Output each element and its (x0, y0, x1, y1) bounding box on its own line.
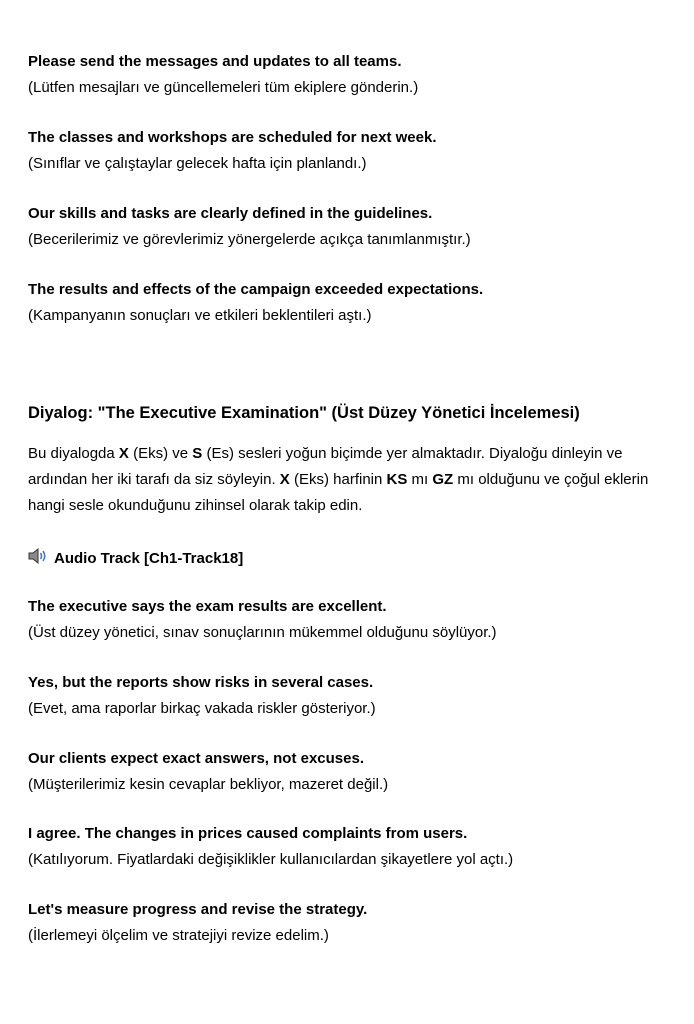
intro-text: (Eks) ve (128, 445, 193, 462)
intro-bold: KS (386, 471, 408, 488)
intro-bold: X (118, 445, 129, 462)
dialog-line (28, 825, 668, 869)
english-sentence: Let's measure progress and revise the strategy. (28, 901, 368, 918)
intro-text: mı (407, 471, 433, 488)
turkish-translation: (Lütfen mesajları ve güncellemeleri tüm ekiplere gönderin.) (28, 79, 419, 96)
sentence-pair (28, 281, 668, 325)
english-sentence: Please send the messages and updates to all teams. (28, 53, 402, 70)
dialog-line (28, 901, 668, 945)
sentence-pair (28, 53, 668, 97)
intro-text: Bu diyalogda (28, 445, 119, 462)
intro-bold: X (279, 471, 290, 488)
english-sentence: The results and effects of the campaign exceeded expectations. (28, 281, 484, 298)
audio-track-link[interactable] (28, 547, 243, 571)
english-sentence: Our clients expect exact answers, not excuses. (28, 750, 364, 767)
sentence-pair (28, 205, 668, 249)
turkish-translation: (Kampanyanın sonuçları ve etkileri beklentileri aştı.) (28, 307, 372, 324)
speaker-icon (28, 547, 54, 571)
turkish-translation: (İlerlemeyi ölçelim ve stratejiyi revize edelim.) (28, 927, 329, 944)
intro-text: mı olduğunu ve çoğul eklerin hangi sesle okunduğunu zihinsel olarak takip edin. (28, 471, 649, 514)
intro-bold: GZ (432, 471, 454, 488)
audio-track-label: Audio Track [Ch1-Track18] (54, 550, 244, 567)
english-sentence: The classes and workshops are scheduled for next week. (28, 129, 437, 146)
turkish-translation: (Müşterilerimiz kesin cevaplar bekliyor, mazeret değil.) (28, 776, 389, 793)
dialog-line (28, 598, 668, 642)
turkish-translation: (Evet, ama raporlar birkaç vakada riskler gösteriyor.) (28, 700, 376, 717)
intro-text: (Es) sesleri yoğun biçimde yer almaktadır. Diyaloğu dinleyin ve ardından her iki tarafı da siz söyleyin. (28, 445, 623, 488)
intro-bold: S (192, 445, 203, 462)
dialog-heading: Diyalog: "The Executive Examination" (Üst Düzey Yönetici İncelemesi) (28, 404, 580, 422)
dialog-line (28, 674, 668, 718)
sentence-pair (28, 129, 668, 173)
dialog-intro-paragraph (28, 441, 673, 519)
dialog-line (28, 750, 668, 794)
intro-text: (Eks) harfinin (289, 471, 387, 488)
turkish-translation: (Sınıflar ve çalıştaylar gelecek hafta için planlandı.) (28, 155, 367, 172)
turkish-translation: (Üst düzey yönetici, sınav sonuçlarının mükemmel olduğunu söylüyor.) (28, 624, 497, 641)
turkish-translation: (Katılıyorum. Fiyatlardaki değişiklikler kullanıcılardan şikayetlere yol açtı.) (28, 851, 514, 868)
english-sentence: I agree. The changes in prices caused complaints from users. (28, 825, 468, 842)
english-sentence: Yes, but the reports show risks in several cases. (28, 674, 374, 691)
turkish-translation: (Becerilerimiz ve görevlerimiz yönergelerde açıkça tanımlanmıştır.) (28, 231, 471, 248)
english-sentence: The executive says the exam results are excellent. (28, 598, 387, 615)
english-sentence: Our skills and tasks are clearly defined in the guidelines. (28, 205, 433, 222)
